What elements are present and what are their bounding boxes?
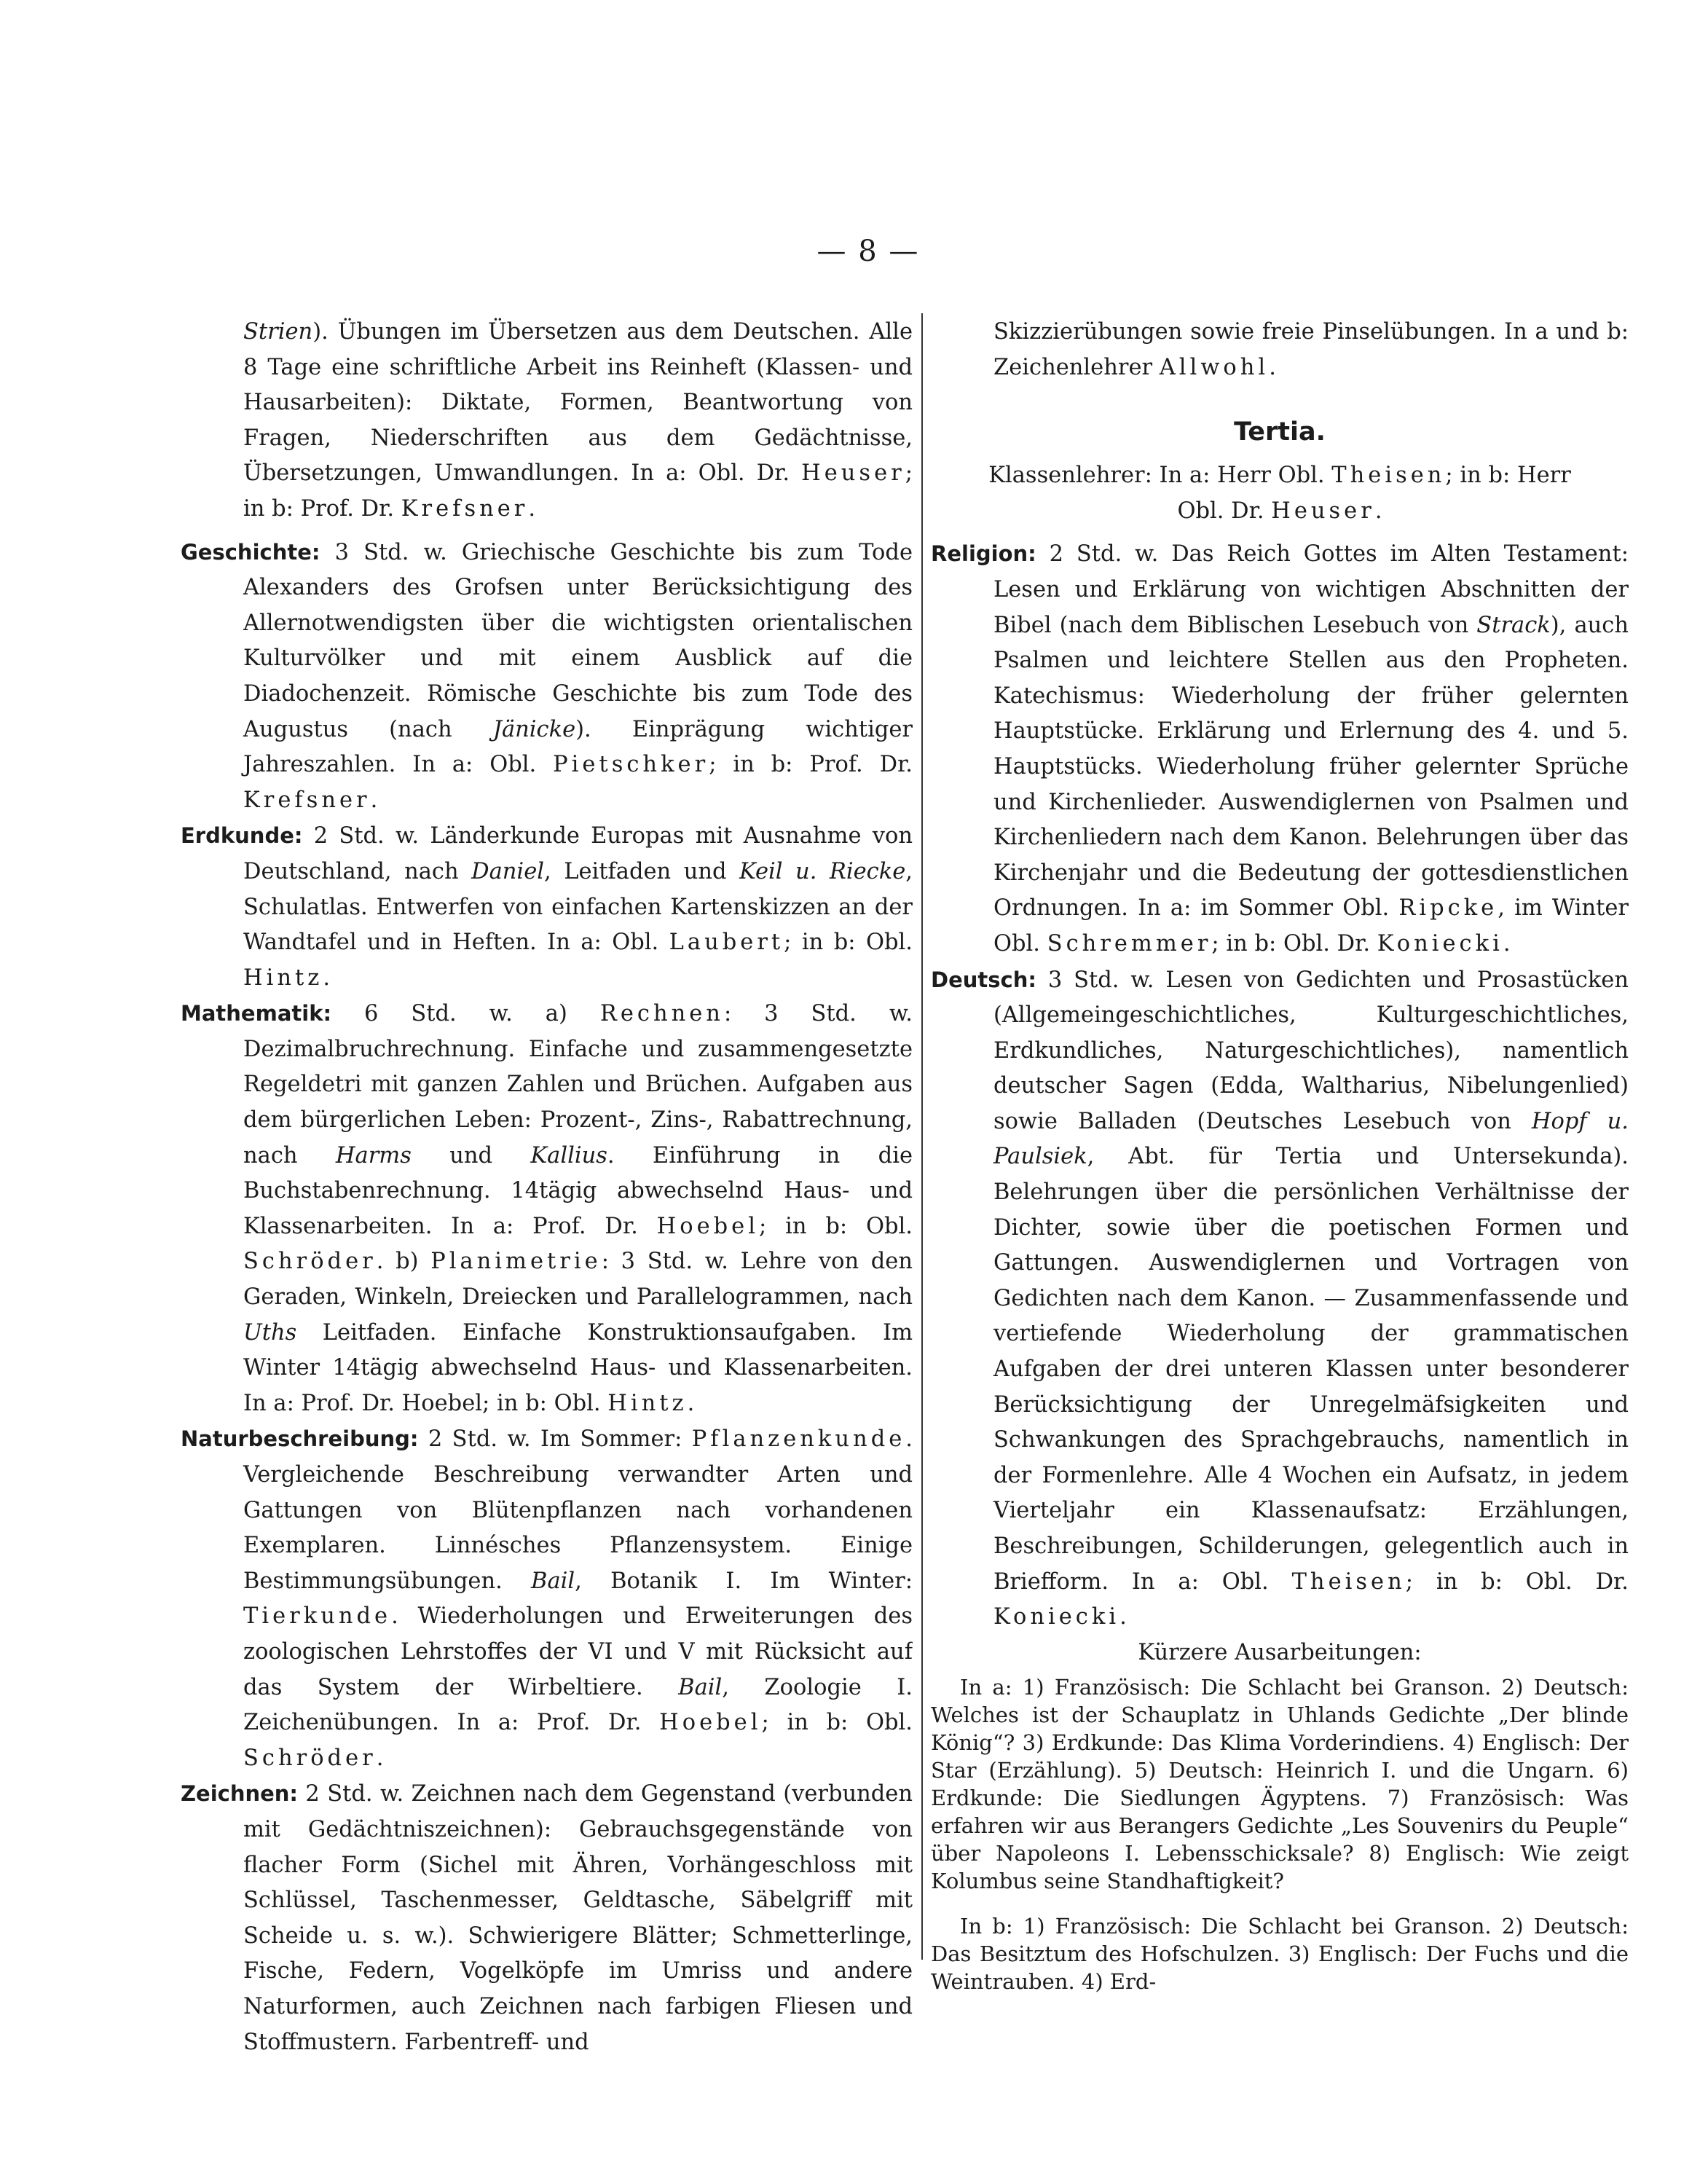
- text: 2 Std. w. Das Reich Gottes im Alten Testament: Lesen und Erklärung von wichtigen Abschnitten der Bibel (nach dem Biblischen Lesebuch von: [993, 541, 1629, 638]
- text: Skizzierübungen sowie freie Pinselübungen. In a und b: Zeichenlehrer: [993, 319, 1629, 380]
- author-name: Hopf u. Paulsiek: [993, 1108, 1629, 1170]
- text: 6 Std. w. a): [331, 1001, 567, 1027]
- text: ), auch Psalmen und leichtere Stellen aus den Propheten. Katechismus: Wiederholung der früher gelernten Hauptstücke. Erklärung und Erlernung des 4. und 5. Hauptstücks. Wiederholung früher gelernter Sprüche und Kirchenlieder. Auswendiglernen von Psalmen und Kirchenliedern nach dem Kanon. Belehrungen über das Kirchenjahr und die Bedeutung der gottesdienstlichen Ordnungen. In a: im Sommer Obl.: [993, 612, 1629, 922]
- teacher-name: Theisen: [1331, 463, 1446, 489]
- text: . Vergleichende Beschreibung verwandter Arten und Gattungen von Blütenpflanzen nach vorhandenen Exemplaren. Linnésches Pflanzensystem. Einige Bestimmungsübungen.: [243, 1426, 913, 1594]
- geschichte-section: [181, 535, 913, 819]
- text: , Botanik I. Im Winter:: [575, 1568, 913, 1594]
- subject-heading: Religion:: [931, 541, 1036, 567]
- author-name: Daniel: [471, 858, 544, 884]
- teacher-name: Schröder: [243, 1249, 377, 1275]
- text: ; in b: Obl.: [761, 1710, 913, 1736]
- text: .: [687, 1390, 695, 1416]
- text: Leitfaden. Einfache Konstruktionsaufgaben. Im Winter 14tägig abwechselnd Haus- und Klassenarbeiten. In a: Prof. Dr. Hoebel; in b: Obl.: [243, 1319, 913, 1416]
- right-column: [931, 315, 1629, 2129]
- text: ; in b: Herr: [1445, 463, 1571, 489]
- page-number: — 8 —: [816, 235, 920, 268]
- subject-heading: Mathematik:: [181, 1001, 332, 1026]
- text: ; in b: Obl.: [758, 1213, 913, 1239]
- text: .: [1374, 498, 1382, 524]
- spacer: [931, 1895, 1629, 1912]
- text: ; in b: Obl. Dr.: [1405, 1568, 1629, 1595]
- teacher-name: Allwohl: [1159, 354, 1270, 380]
- text: .: [528, 495, 536, 522]
- text: 2 Std. w. Zeichnen nach dem Gegenstand (verbunden mit Gedächtniszeichnen): Gebrauchsgegenstände von flacher Form (Sichel mit Ähren, Vorhängeschloss mit Schlüssel, Taschenmesser, Geldtasche, Säbelgriff mit Scheide u. s. w.). Schwierigere Blätter; Schmetterlinge, Fische, Federn, Vogelköpfe im Umriss und andere Naturformen, auch Zeichnen nach farbigen Fliesen und Stoffmustern. Farbentreff- und: [243, 1781, 913, 2055]
- teacher-name: Heuser: [801, 460, 905, 487]
- teacher-name: Ripcke: [1398, 895, 1498, 922]
- text: und: [411, 1142, 531, 1169]
- teacher-name: Koniecki: [1377, 930, 1503, 957]
- erdkunde-section: [181, 818, 913, 996]
- teacher-name: Hoebel: [659, 1710, 762, 1736]
- column-divider: [921, 313, 923, 1960]
- subject-heading: Deutsch:: [931, 967, 1036, 992]
- topic-name: Tierkunde: [243, 1603, 392, 1630]
- text: .: [323, 965, 331, 991]
- left-column: [181, 315, 913, 2129]
- subject-heading: Geschichte:: [181, 539, 320, 565]
- section-title-tertia: Tertia.: [1234, 417, 1326, 447]
- text: Klassenlehrer: In a: Herr Obl.: [988, 463, 1325, 489]
- text: ). Übungen im Übersetzen aus dem Deutschen. Alle 8 Tage eine schriftliche Arbeit ins Reinheft (Klassen- und Hausarbeiten): Diktate, Formen, Beantwortung von Fragen, Niederschriften aus dem Gedächtnisse, Übersetzungen, Umwandlungen. In a: Obl. Dr.: [243, 319, 913, 487]
- text: , im Winter Obl.: [993, 895, 1629, 957]
- teacher-name: Hintz: [607, 1390, 688, 1416]
- text: 2 Std. w. Länderkunde Europas mit Ausnahme von Deutschland, nach: [243, 823, 913, 884]
- topic-name: Rechnen: [599, 1001, 724, 1027]
- text: ; in b: Obl. Dr.: [1211, 930, 1371, 957]
- text: ; in b: Obl.: [784, 930, 913, 956]
- teacher-name: Schremmer: [1047, 930, 1212, 957]
- deutsch-section: [931, 962, 1629, 1635]
- author-name: Strack: [1476, 612, 1551, 638]
- subject-heading: Zeichnen:: [181, 1781, 299, 1807]
- topic-name: Planimetrie: [430, 1249, 602, 1275]
- text: : 3 Std. w. Lehre von den Geraden, Winkeln, Dreiecken und Parallelogrammen, nach: [243, 1249, 913, 1311]
- text: .: [1119, 1604, 1127, 1630]
- text: : 3 Std. w. Dezimalbruchrechnung. Einfache und zusammengesetzte Regeldetri mit ganzen Zahlen und Brüchen. Aufgaben aus dem bürgerlichen Leben: Prozent-, Zins-, Rabattrechnung, nach: [243, 1001, 913, 1169]
- text: .: [1269, 354, 1276, 380]
- class-teacher-line: [931, 458, 1629, 529]
- teacher-name: Schröder: [243, 1745, 377, 1771]
- text: 3 Std. w. Lesen von Gedichten und Prosastücken (Allgemeingeschichtliches, Kulturgeschichtliches, Erdkundliches, Naturgeschichtliches), namentlich deutscher Sagen (Edda, Waltharius, Nibelungenlied) sowie Balladen (Deutsches Lesebuch von: [993, 967, 1629, 1134]
- text: Obl. Dr.: [1177, 498, 1264, 524]
- text: 3 Std. w. Griechische Geschichte bis zum Tode Alexanders des Grofsen unter Berücksichtigung des Allernotwendigsten über die wichtigsten orientalischen Kulturvölker und mit einem Ausblick auf die Diadochenzeit. Römische Geschichte bis zum Tode des Augustus (nach: [243, 539, 913, 742]
- mathematik-section: [181, 996, 913, 1421]
- teacher-name: Hintz: [243, 965, 323, 991]
- teacher-name: Theisen: [1291, 1568, 1406, 1595]
- author-name: Jänicke: [492, 716, 576, 742]
- author-name: Bail: [678, 1674, 723, 1700]
- assignments-class-a: In a: 1) Französisch: Die Schlacht bei Granson. 2) Deutsch: Welches ist der Schauplatz in Uhlands Gedichte „Der blinde König“? 3) Erdkunde: Das Klima Vorderindiens. 4) Englisch: Der Star (Erzählung). 5) Deutsch: Heinrich I. und die Ungarn. 6) Erdkunde: Die Siedlungen Ägyptens. 7) Französisch: Was erfahren wir aus Berangers Gedichte „Les Souvenirs du Peuple“ über Napoleons I. Lebensschicksale? 8) Englisch: Wie zeigt Kolumbus seine Standhaftigkeit?: [931, 1675, 1629, 1894]
- text: .: [370, 787, 378, 813]
- text: 2 Std. w. Im Sommer:: [418, 1426, 682, 1453]
- author-name: Uths: [243, 1319, 297, 1346]
- teacher-name: Krefsner: [243, 787, 371, 813]
- text: , Schulatlas. Entwerfen von einfachen Kartenskizzen an der Wandtafel und in Heften. In a: Obl.: [243, 858, 913, 956]
- topic-name: Pflanzenkunde: [691, 1426, 906, 1453]
- teacher-name: Koniecki: [993, 1604, 1120, 1630]
- text: , Zoologie I. Zeichenübungen. In a: Prof. Dr.: [243, 1674, 913, 1736]
- teacher-name: Hoebel: [656, 1213, 759, 1239]
- zeichnen-section: [181, 1776, 913, 2060]
- assignments-class-b: In b: 1) Französisch: Die Schlacht bei Granson. 2) Deutsch: Das Besitztum des Hofschulzen. 3) Englisch: Der Fuchs und die Weintrauben. 4) Erd-: [931, 1914, 1629, 1995]
- short-assignments-title: Kürzere Ausarbeitungen:: [1138, 1639, 1422, 1665]
- text: . b): [376, 1249, 419, 1275]
- latein-continuation: [181, 315, 913, 527]
- subject-heading: Erdkunde:: [181, 823, 303, 849]
- zeichnen-continuation: [931, 315, 1629, 385]
- naturbeschreibung-section: [181, 1421, 913, 1776]
- author-name: Harms: [335, 1142, 412, 1169]
- text: ; in b: Prof. Dr.: [709, 752, 913, 778]
- text: ). Einprägung wichtiger Jahreszahlen. In a: Obl.: [243, 716, 913, 778]
- text: . Wiederholungen und Erweiterungen des zoologischen Lehrstoffes der VI und V mit Rücksicht auf das System der Wirbeltiere.: [243, 1603, 913, 1700]
- text: ; in b: Prof. Dr.: [243, 460, 913, 522]
- subject-heading: Naturbeschreibung:: [181, 1426, 419, 1452]
- teacher-name: Pietschker: [553, 752, 709, 778]
- text: .: [376, 1745, 384, 1771]
- author-name: Keil u. Riecke: [739, 858, 906, 884]
- teacher-name: Laubert: [669, 930, 784, 956]
- author-name: Strien: [243, 319, 313, 345]
- text: , Abt. für Tertia und Untersekunda). Belehrungen über die persönlichen Verhältnisse der Dichter, sowie über die poetischen Formen und Gattungen. Auswendiglernen und Vortragen von Gedichten nach dem Kanon. — Zusammenfassende und vertiefende Wiederholung der grammatischen Aufgaben der drei unteren Klassen unter besonderer Berücksichtigung der Unregelmäfsigkeiten und Schwankungen des Sprachgebrauchs, namentlich in der Formenlehre. Alle 4 Wochen ein Aufsatz, in jedem Vierteljahr ein Klassenaufsatz: Erzählungen, Beschreibungen, Schilderungen, gelegentlich auch in Briefform. In a: Obl.: [993, 1144, 1629, 1595]
- author-name: Kallius: [530, 1142, 607, 1169]
- text: . Einführung in die Buchstabenrechnung. 14tägig abwechselnd Haus- und Klassenarbeiten. In a: Prof. Dr.: [243, 1142, 913, 1239]
- teacher-name: Heuser: [1271, 498, 1375, 524]
- author-name: Bail: [531, 1568, 575, 1594]
- teacher-name: Krefsner: [401, 495, 529, 522]
- text: , Leitfaden und: [544, 858, 740, 884]
- text: .: [1503, 930, 1511, 957]
- religion-section: [931, 536, 1629, 962]
